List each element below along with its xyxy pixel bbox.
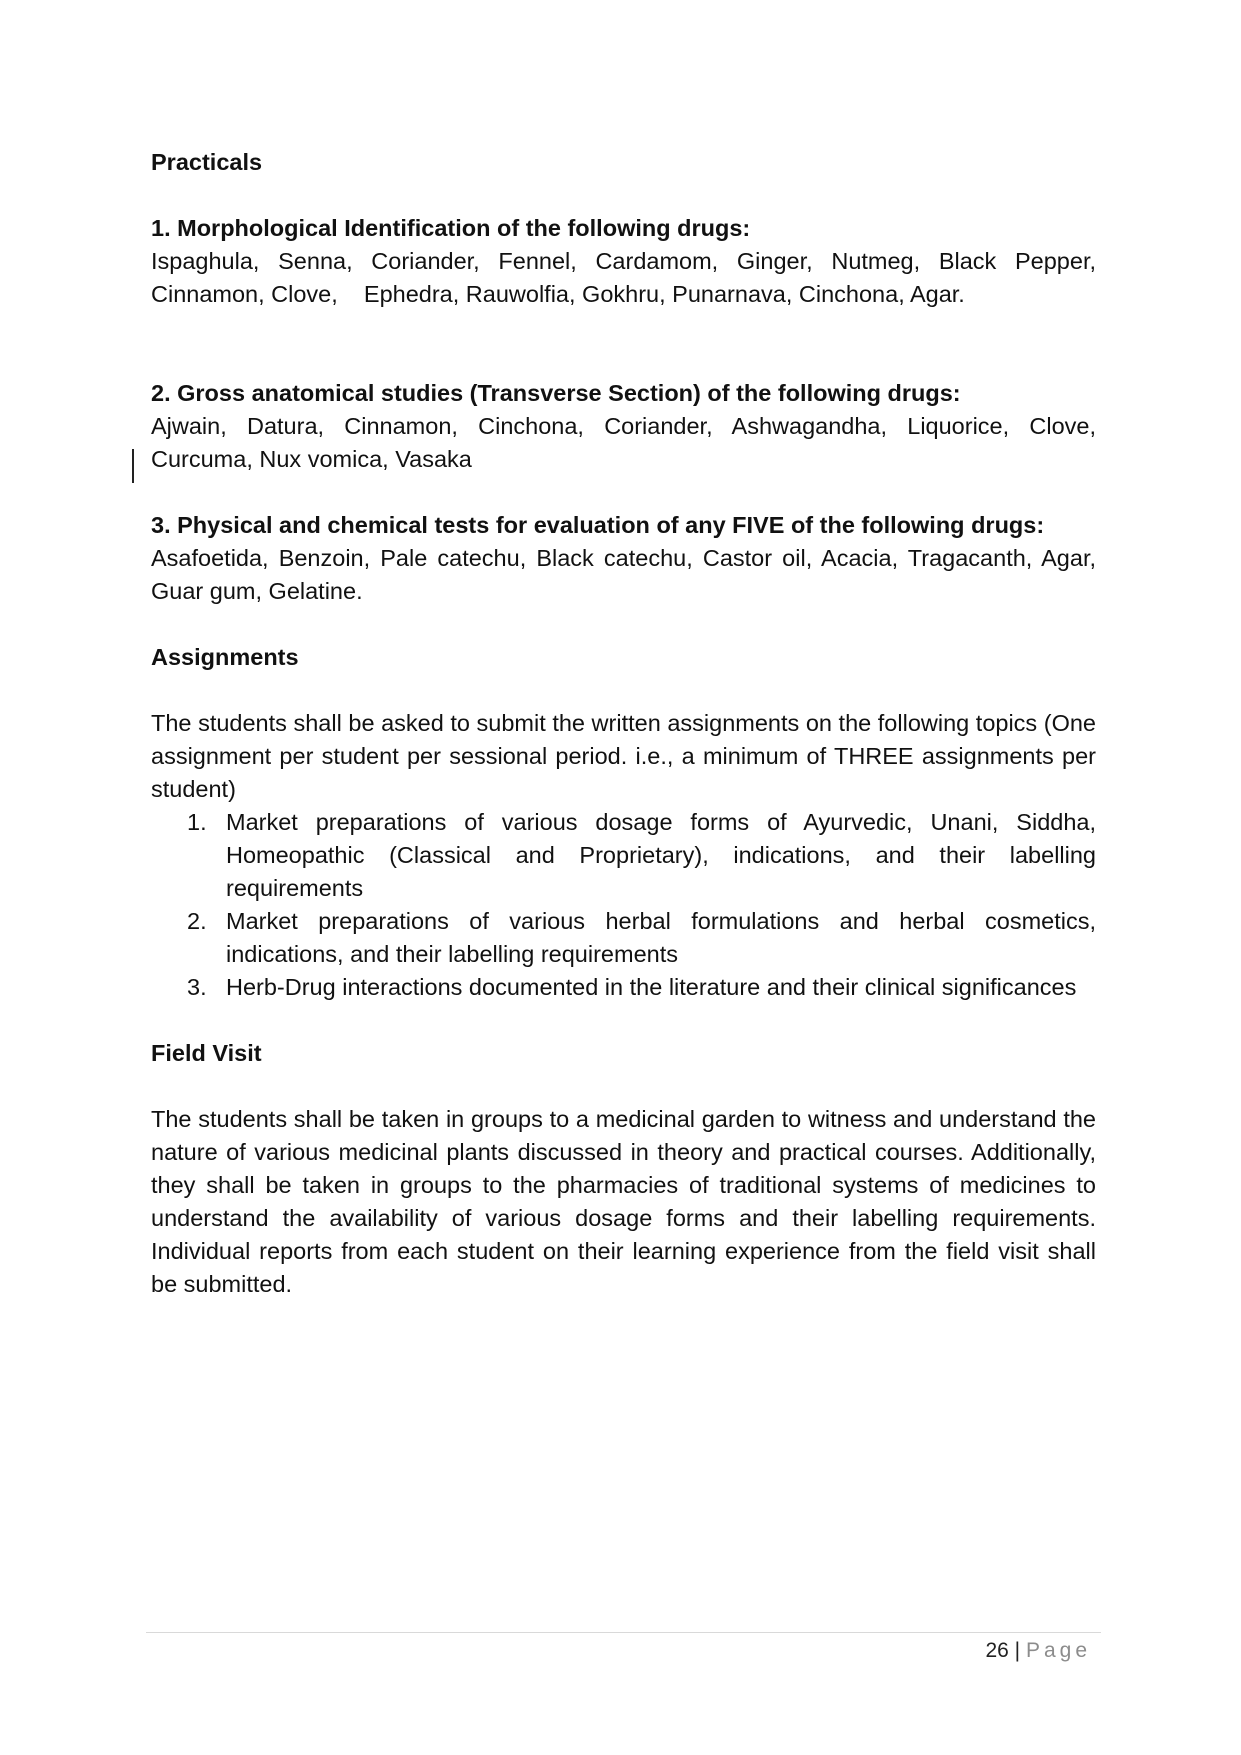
- assignment-item: [151, 971, 1096, 1004]
- text-cursor: [132, 449, 134, 483]
- page-number: 26: [985, 1639, 1009, 1662]
- practical-2-drug-list: Ajwain, Datura, Cinnamon, Cinchona, Coriander, Ashwagandha, Liquorice, Clove, Curcuma, Nux vomica, Vasaka: [151, 413, 1096, 472]
- assignment-item: [151, 806, 1096, 905]
- assignment-text: Market preparations of various dosage forms of Ayurvedic, Unani, Siddha, Homeopathic (Classical and Proprietary), indications, and their labelling requirements: [226, 809, 1096, 901]
- practical-1-line-2: Cinnamon, Clove, Ephedra, Rauwolfia, Gokhru, Punarnava, Cinchona, Agar.: [151, 281, 965, 307]
- practical-1-heading: 1. Morphological Identification of the following drugs:: [151, 215, 751, 241]
- assignments-intro: The students shall be asked to submit the written assignments on the following topics (One assignment per student per sessional period. i.e., a minimum of THREE assignments per student): [151, 710, 1096, 802]
- assignment-text: Herb-Drug interactions documented in the literature and their clinical significances: [226, 974, 1077, 1000]
- page-footer: [985, 1636, 1091, 1666]
- footer-separator: |: [1014, 1639, 1021, 1662]
- footer-divider: [146, 1632, 1101, 1633]
- practical-2-heading: 2. Gross anatomical studies (Transverse Section) of the following drugs:: [151, 380, 961, 406]
- practical-3-heading: 3. Physical and chemical tests for evaluation of any FIVE of the following drugs:: [151, 512, 1045, 538]
- practical-3-drug-list: Asafoetida, Benzoin, Pale catechu, Black catechu, Castor oil, Acacia, Tragacanth, Agar, Guar gum, Gelatine.: [151, 545, 1096, 604]
- practical-1-line-1: Ispaghula, Senna, Coriander, Fennel, Cardamom, Ginger, Nutmeg, Black Pepper,: [151, 248, 1096, 274]
- assignment-number: 3.: [187, 974, 207, 1000]
- assignment-text: Market preparations of various herbal formulations and herbal cosmetics, indications, and their labelling requirements: [226, 908, 1096, 967]
- assignment-item: [151, 905, 1096, 971]
- page-content: [151, 146, 1096, 1301]
- practical-1-drug-list: [151, 245, 1096, 311]
- page-label: Page: [1025, 1639, 1091, 1662]
- assignment-number: 2.: [187, 908, 207, 934]
- assignments-list: [151, 806, 1096, 1004]
- section-title-assignments: Assignments: [151, 644, 299, 670]
- assignment-number: 1.: [187, 809, 207, 835]
- field-visit-text: The students shall be taken in groups to a medicinal garden to witness and understand the nature of various medicinal plants discussed in theory and practical courses. Additionally, they shall be taken in groups to the pharmacies of traditional systems of medicines to understand the availability of various dosage forms and their labelling requirements. Individual reports from each student on their learning experience from the field visit shall be submitted.: [151, 1106, 1096, 1297]
- section-title-practicals: Practicals: [151, 149, 263, 175]
- section-title-field-visit: Field Visit: [151, 1040, 262, 1066]
